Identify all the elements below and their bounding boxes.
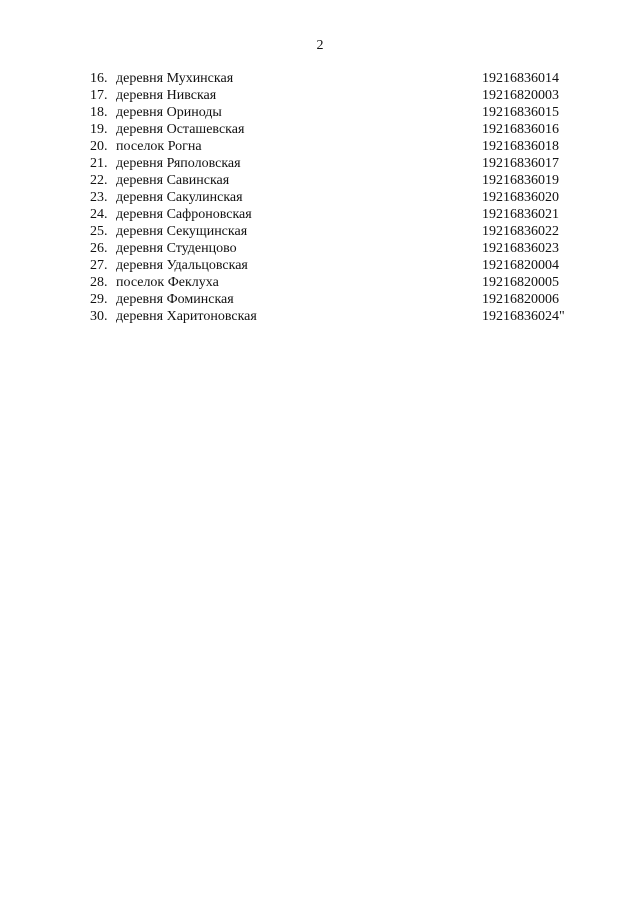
item-number: 29. <box>90 292 108 307</box>
settlement-name: поселок Феклуха <box>116 275 219 290</box>
settlement-name: деревня Осташевская <box>116 122 245 137</box>
settlement-code: 19216836020 <box>482 190 559 205</box>
settlement-name: деревня Мухинская <box>116 71 234 86</box>
settlement-list <box>0 70 640 325</box>
item-number: 25. <box>90 224 108 239</box>
settlement-code: 19216836014 <box>482 71 559 86</box>
settlement-code: 19216836022 <box>482 224 559 239</box>
list-item <box>0 70 640 87</box>
settlement-name: деревня Савинская <box>116 173 230 188</box>
item-number: 16. <box>90 71 108 86</box>
settlement-name: деревня Нивская <box>116 88 217 103</box>
item-number: 20. <box>90 139 108 154</box>
list-item <box>0 257 640 274</box>
settlement-code: 19216836018 <box>482 139 559 154</box>
list-item <box>0 138 640 155</box>
settlement-code: 19216820004 <box>482 258 559 273</box>
settlement-name: деревня Ряполовская <box>116 156 241 171</box>
item-number: 24. <box>90 207 108 222</box>
list-item <box>0 240 640 257</box>
item-number: 30. <box>90 309 108 324</box>
list-item <box>0 155 640 172</box>
list-item <box>0 172 640 189</box>
settlement-code: 19216820003 <box>482 88 559 103</box>
settlement-code: 19216836021 <box>482 207 559 222</box>
settlement-name: деревня Фоминская <box>116 292 234 307</box>
item-number: 18. <box>90 105 108 120</box>
item-number: 27. <box>90 258 108 273</box>
settlement-name: деревня Ориноды <box>116 105 222 120</box>
list-item <box>0 223 640 240</box>
item-number: 21. <box>90 156 108 171</box>
settlement-name: деревня Харитоновская <box>116 309 257 324</box>
settlement-name: деревня Студенцово <box>116 241 237 256</box>
list-item <box>0 274 640 291</box>
list-item <box>0 206 640 223</box>
settlement-code: 19216836024" <box>482 309 565 324</box>
settlement-name: деревня Сакулинская <box>116 190 243 205</box>
settlement-code: 19216836023 <box>482 241 559 256</box>
item-number: 28. <box>90 275 108 290</box>
settlement-code: 19216820005 <box>482 275 559 290</box>
settlement-name: деревня Удальцовская <box>116 258 248 273</box>
settlement-code: 19216820006 <box>482 292 559 307</box>
list-item <box>0 308 640 325</box>
item-number: 17. <box>90 88 108 103</box>
list-item <box>0 189 640 206</box>
list-item <box>0 87 640 104</box>
settlement-name: деревня Секущинская <box>116 224 248 239</box>
item-number: 19. <box>90 122 108 137</box>
settlement-code: 19216836017 <box>482 156 559 171</box>
list-item <box>0 121 640 138</box>
item-number: 26. <box>90 241 108 256</box>
item-number: 22. <box>90 173 108 188</box>
item-number: 23. <box>90 190 108 205</box>
settlement-code: 19216836015 <box>482 105 559 120</box>
settlement-name: деревня Сафроновская <box>116 207 252 222</box>
settlement-name: поселок Рогна <box>116 139 202 154</box>
page-number: 2 <box>316 38 324 53</box>
list-item <box>0 104 640 121</box>
settlement-code: 19216836019 <box>482 173 559 188</box>
list-item <box>0 291 640 308</box>
settlement-code: 19216836016 <box>482 122 559 137</box>
